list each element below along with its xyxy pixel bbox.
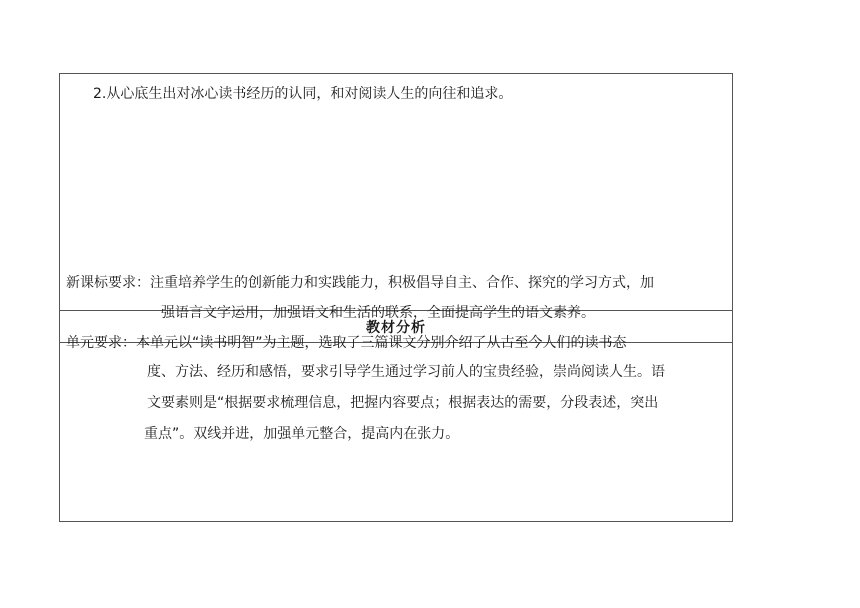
curriculum-line-1: 新课标要求：注重培养学生的创新能力和实践能力，积极倡导自主、合作、探究的学习方式，加: [66, 275, 654, 291]
unit-line-4: 重点”。双线并进，加强单元整合，提高内在张力。: [144, 426, 460, 442]
curriculum-line-2: 强语言文字运用，加强语文和生活的联系，全面提高学生的语文素养。: [161, 305, 595, 321]
unit-line-2: 度、方法、经历和感悟，要求引导学生通过学习前人的宝贵经验，崇尚阅读人生。语: [147, 364, 665, 380]
unit-line-3: 文要素则是“根据要求梳理信息，把握内容要点；根据表达的需要，分段表述，突出: [147, 395, 659, 411]
document-table: [59, 73, 733, 522]
unit-line-1: 单元要求：本单元以“读书明智”为主题，选取了三篇课文分别介绍了从古至今人们的读书态: [66, 335, 627, 351]
goal-text: 2.从心底生出对冰心读书经历的认同，和对阅读人生的向往和追求。: [93, 86, 513, 102]
section-header: 教材分析: [366, 319, 426, 336]
